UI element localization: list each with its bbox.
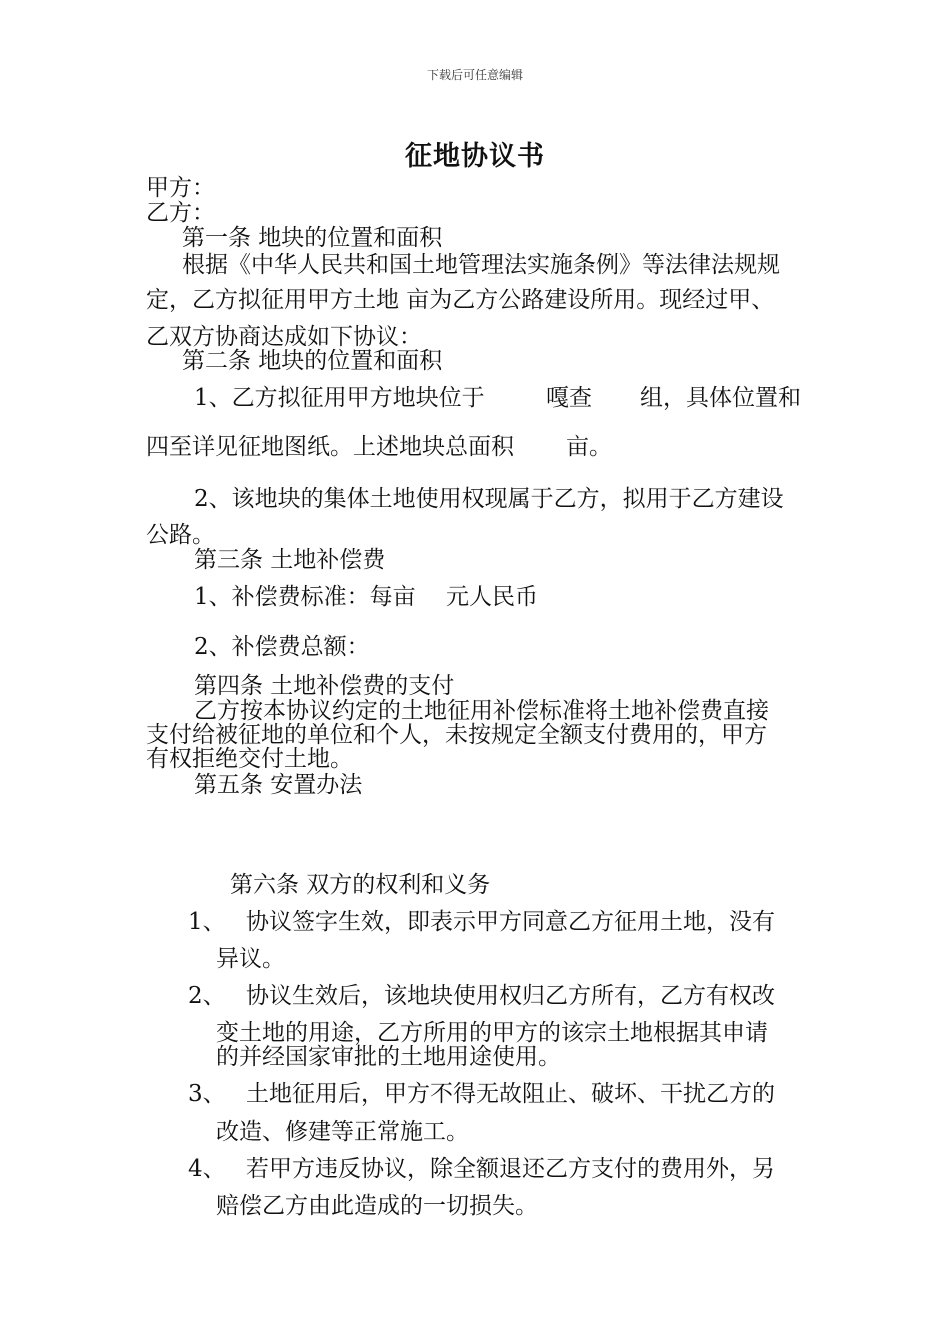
article-3-item-2: 2、补偿费总额： [194,634,370,660]
article-5-heading: 第五条 安置办法 [194,772,363,798]
article-4-line-3: 有权拒绝交付土地。 [146,746,353,772]
article-6-item-4-line-2: 赔偿乙方由此造成的一切损失。 [216,1193,538,1219]
article-6-item-1-num: 1、 [188,909,226,935]
article-3-item-1-text: 1、补偿费标准：每亩 [194,584,416,610]
article-6-heading: 第六条 双方的权利和义务 [230,872,491,898]
article-1-line-2: 定，乙方拟征用甲方土地 亩为乙方公路建设所用。现经过甲、 [146,287,775,313]
article-3-item-1-tail: 元人民币 [446,584,538,610]
article-6-item-1-line-1: 协议签字生效，即表示甲方同意乙方征用土地，没有 [246,909,775,935]
article-6-item-2-line-1: 协议生效后，该地块使用权归乙方所有，乙方有权改 [246,983,775,1009]
article-4-line-2: 支付给被征地的单位和个人，未按规定全额支付费用的，甲方 [146,722,767,748]
article-6-item-4-line-1: 若甲方违反协议，除全额退还乙方支付的费用外，另 [246,1156,775,1182]
article-2-item-1-text: 1、乙方拟征用甲方地块位于 [194,385,485,411]
article-6-item-1-line-2: 异议。 [216,946,285,972]
article-2-item-1-line-2: 四至详见征地图纸。上述地块总面积 [146,434,514,460]
article-6-item-2-line-3: 的并经国家审批的土地用途使用。 [216,1044,561,1070]
article-1-heading: 第一条 地块的位置和面积 [182,225,443,251]
party-a-label: 甲方： [146,175,215,201]
header-note: 下载后可任意编辑 [426,68,523,82]
article-3-heading: 第三条 土地补偿费 [194,547,386,573]
article-6-item-2-line-2: 变土地的用途，乙方所用的甲方的该宗土地根据其申请 [216,1020,768,1046]
article-1-line-1: 根据《中华人民共和国土地管理法实施条例》等法律法规规 [182,252,780,278]
document-title: 征地协议书 [405,141,545,172]
article-6-item-4-num: 4、 [188,1156,226,1182]
article-6-item-2-num: 2、 [188,983,226,1009]
article-4-heading: 第四条 土地补偿费的支付 [194,673,455,699]
article-1-line-3: 乙双方协商达成如下协议： [146,324,422,350]
article-6-item-3-line-1: 土地征用后，甲方不得无故阻止、破坏、干扰乙方的 [246,1081,775,1107]
article-2-item-1-unit: 亩。 [566,434,612,460]
article-6-item-3-line-2: 改造、修建等正常施工。 [216,1119,469,1145]
article-6-item-3-num: 3、 [188,1081,226,1107]
article-2-item-1-village: 嘎查 [546,385,592,411]
article-2-item-2-line-2: 公路。 [146,522,215,548]
party-b-label: 乙方： [146,200,215,226]
article-2-item-1-tail: 组，具体位置和 [640,385,801,411]
article-4-line-1: 乙方按本协议约定的土地征用补偿标准将土地补偿费直接 [194,698,769,724]
article-2-heading: 第二条 地块的位置和面积 [182,348,443,374]
article-2-item-2-line-1: 2、该地块的集体土地使用权现属于乙方，拟用于乙方建设 [194,486,784,512]
